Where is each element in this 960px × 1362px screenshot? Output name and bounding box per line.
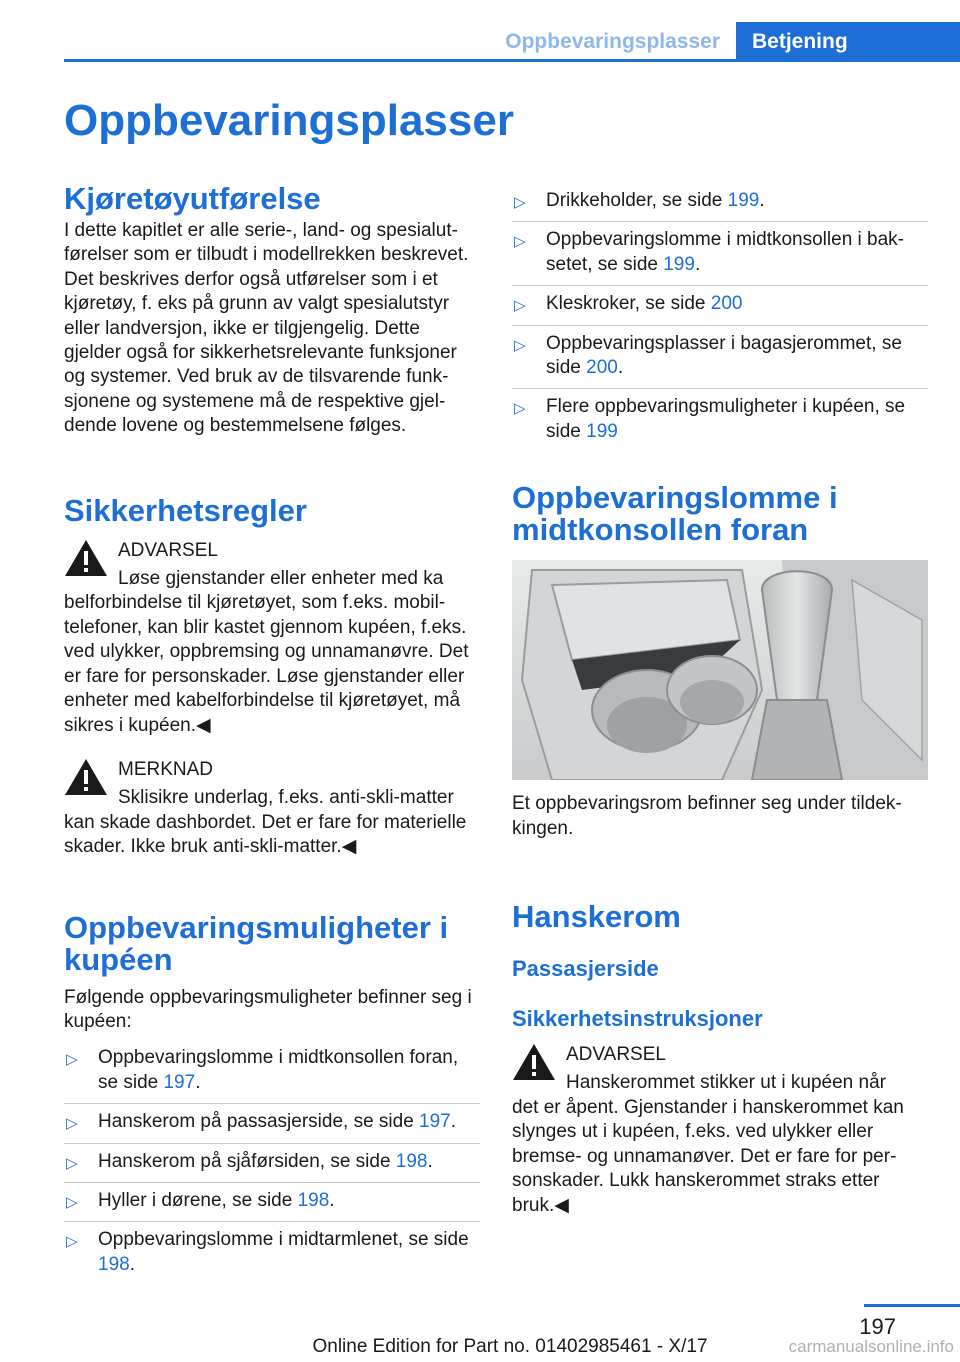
- page-link[interactable]: 200: [586, 357, 618, 379]
- warning-label: ADVARSEL: [566, 1044, 666, 1066]
- list-item: ▷ Oppbevaringslomme i midtkonsollen foran, se side 197.: [66, 1047, 459, 1093]
- triangle-right-icon: ▷: [66, 1115, 78, 1133]
- list-item: ▷ Oppbevaringslomme i midtarmlenet, se side 198.: [64, 1221, 480, 1285]
- list-item: ▷ Flere oppbevaringsmuligheter i kupéen, se side 199: [512, 388, 928, 452]
- list-item: ▷ Oppbevaringsplasser i bagasjerommet, se side 200.: [512, 325, 928, 389]
- triangle-right-icon: ▷: [514, 297, 526, 315]
- notice-text: kan skade dashbordet. Det er fare for materielle skader. Ikke bruk anti-skli-matter.◀: [64, 811, 467, 858]
- warning-triangle-icon: [64, 539, 108, 577]
- page-title: Oppbevaringsplasser: [64, 96, 514, 145]
- triangle-right-icon: ▷: [66, 1051, 78, 1069]
- heading-safety-rules: Sikkerhetsregler: [64, 492, 307, 528]
- warning-notice: [64, 539, 480, 738]
- header-chapter-tab: Betjening: [736, 22, 960, 62]
- page-header: [0, 22, 960, 62]
- notice-label: MERKNAD: [118, 758, 214, 780]
- warning-text: belforbindelse til kjøretøyet, som f.eks. mobiltelefoner, kan blir kastet gjennom kupéen, f.eks. ved ulykker, oppbremsing og unnamanøvre. Det er fare for personskader. Løse gjenstander eller enheter med kabelforbindelse til kjøretøyet, må sikres i kupéen.◀: [64, 592, 469, 736]
- list-item: ▷ Hanskerom på passasjerside, se side 197.: [64, 1103, 480, 1142]
- heading-center-console-compartment: Oppbevaringslomme i midtkonsollen foran: [512, 480, 838, 548]
- center-console-illustration: [512, 560, 928, 780]
- storage-options-list-right: [512, 183, 928, 452]
- triangle-right-icon: ▷: [66, 1154, 78, 1172]
- list-item: ▷ Drikkeholder, se side 199.: [512, 183, 928, 221]
- warning-triangle-icon: [64, 758, 108, 796]
- page-link[interactable]: 197: [163, 1071, 196, 1093]
- page-link[interactable]: 199: [727, 190, 760, 211]
- footer-rule: [864, 1304, 960, 1307]
- center-console-figure: [512, 560, 928, 780]
- footer-edition: Online Edition for Part no. 01402985461 - X/17: [312, 1336, 708, 1357]
- storage-options-list-left: [64, 1040, 480, 1285]
- triangle-right-icon: ▷: [514, 336, 526, 354]
- page-number: 197: [859, 1314, 896, 1339]
- triangle-right-icon: ▷: [514, 233, 526, 251]
- notice-box: [64, 758, 480, 860]
- warning-text: det er åpent. Gjenstander i hanskerommet kan slynges ut i kupéen, f.eks. ved ulykker eller bremse- og unnamanøver. Det er fare for personskader. Lukk hanskerommet straks etter bruk.◀: [512, 1096, 904, 1216]
- warning-label: ADVARSEL: [118, 539, 218, 561]
- page-link[interactable]: 197: [419, 1111, 451, 1133]
- list-item: ▷ Oppbevaringslomme i midtkonsollen i baksetet, se side 199.: [512, 221, 928, 285]
- page-link[interactable]: 200: [710, 293, 743, 315]
- heading-passenger-side: Passasjerside: [512, 956, 659, 982]
- warning-text-first: Løse gjenstander eller enheter med ka: [118, 568, 444, 590]
- page-link[interactable]: 198: [98, 1253, 130, 1275]
- warning-text-first: Hanskerommet stikker ut i kupéen når: [566, 1072, 886, 1094]
- page-link[interactable]: 198: [395, 1150, 428, 1172]
- list-item: ▷ Kleskroker, se side 200: [512, 285, 928, 324]
- triangle-right-icon: ▷: [66, 1233, 78, 1251]
- left-column: [64, 183, 480, 1285]
- heading-vehicle-version: Kjøretøyutførelse: [64, 181, 321, 216]
- page-link[interactable]: 198: [297, 1189, 330, 1211]
- right-column: [512, 183, 928, 1218]
- list-item: ▷ Hanskerom på sjåførsiden, se side 198.: [64, 1143, 480, 1182]
- page-link[interactable]: 199: [586, 420, 618, 442]
- watermark: carmanualsonline.info: [788, 1337, 954, 1356]
- storage-options-intro: Følgende oppbevaringsmuligheter befinner seg i kupéen:: [64, 986, 472, 1032]
- warning-notice: [512, 1043, 928, 1218]
- vehicle-version-text: I dette kapitlet er alle serie-, land- og spesialutførelser som er tilbudt i modellrekken beskrevet. Det beskrives derfor også utførelser som i et kjøretøy, f. eks på grunn av valgt spesialutstyr eller landversjon, ikke er tilgjengelig. Dette gjelder også for sikkerhetsrelevante funksjoner og systemer. Ved bruk av de tilsvarende funksjonene og systemene må de respektive gjeldende lovene og bestemmelsene følges.: [64, 220, 469, 437]
- triangle-right-icon: ▷: [66, 1193, 78, 1211]
- list-item: ▷ Hyller i dørene, se side 198.: [64, 1182, 480, 1221]
- triangle-right-icon: ▷: [514, 194, 526, 211]
- heading-storage-options: Oppbevaringsmuligheter i kupéen: [64, 909, 449, 977]
- center-console-text: Et oppbevaringsrom befinner seg under tildekkingen.: [512, 793, 902, 839]
- notice-text-first: Sklisikre underlag, f.eks. anti-skli-matter: [118, 787, 454, 809]
- heading-safety-instructions: Sikkerhetsinstruksjoner: [512, 1006, 763, 1032]
- page-link[interactable]: 199: [663, 253, 695, 275]
- warning-triangle-icon: [512, 1043, 556, 1081]
- triangle-right-icon: ▷: [514, 400, 526, 418]
- header-section-title: Oppbevaringsplasser: [505, 30, 720, 53]
- heading-glovebox: Hanskerom: [512, 899, 681, 935]
